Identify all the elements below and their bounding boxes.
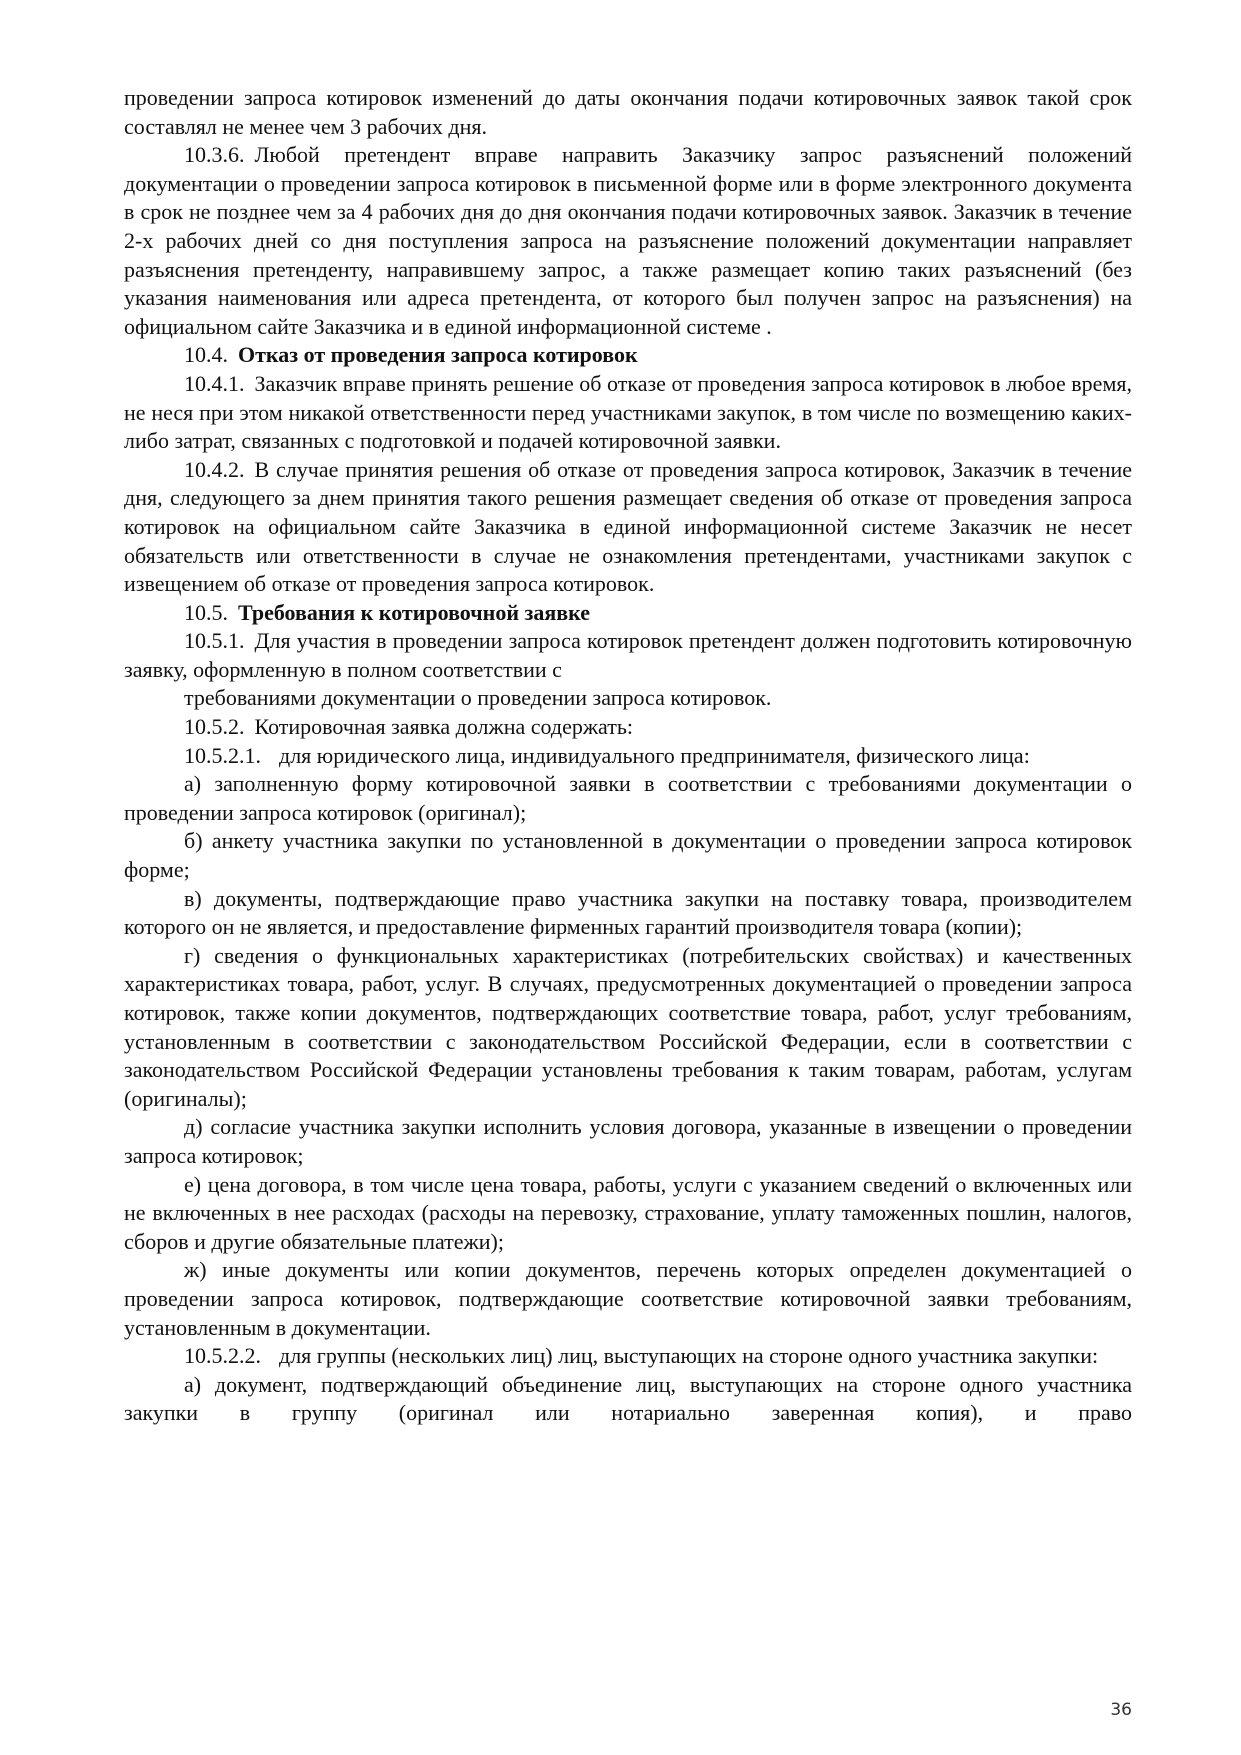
- list-item-text: ж) иные документы или копии документов, перечень которых определен документацией о проведении запроса котировок, подтверждающие соответствие котировочной заявки требованиям, установленным в документации.: [124, 1257, 1132, 1340]
- paragraph-text: требованиями документации о проведении запроса котировок.: [184, 685, 772, 711]
- list-item-text: е) цена договора, в том числе цена товара, работы, услуги с указанием сведений о включенных или не включенных в нее расходах (расходы на перевозку, страхование, уплату таможенных пошлин, налогов, сборов и другие обязательные платежи);: [124, 1171, 1132, 1254]
- paragraph-text: для юридического лица, индивидуального предпринимателя, физического лица:: [279, 742, 1030, 768]
- paragraph-10-5-2: [124, 713, 1132, 742]
- list-item-g: [124, 942, 1132, 1114]
- paragraph-text: проведении запроса котировок изменений до даты окончания подачи котировочных заявок такой срок составлял не менее чем 3 рабочих дня.: [124, 85, 1132, 139]
- clause-number: 10.4.: [184, 342, 228, 368]
- list-item-text: г) сведения о функциональных характеристиках (потребительских свойствах) и качественных характеристиках товара, работ, услуг. В случаях, предусмотренных документацией о проведении запроса котировок, также копии документов, подтверждающих соответствие товара, работ, услуг требованиям, установленным в соответствии с законодательством Российской Федерации, если в соответствии с законодательством Российской Федерации установлены требования к таким товарам, работам, услугам (оригиналы);: [124, 942, 1132, 1111]
- document-body: [124, 84, 1132, 1428]
- section-heading: Отказ от проведения запроса котировок: [238, 342, 638, 368]
- list-item-zh: [124, 1256, 1132, 1342]
- clause-number: 10.4.1.: [184, 370, 245, 396]
- paragraph-continuation: [124, 84, 1132, 141]
- section-heading: Требования к котировочной заявке: [238, 599, 591, 625]
- clause-number: 10.5.2.1.: [184, 742, 261, 768]
- section-heading-10-4: [124, 341, 1132, 370]
- paragraph-10-5-2-2: [124, 1342, 1132, 1371]
- list-item-text: б) анкету участника закупки по установленной в документации о проведении запроса котировок форме;: [124, 828, 1132, 883]
- clause-number: 10.4.2.: [184, 456, 245, 482]
- clause-number: 10.5.2.: [184, 714, 245, 740]
- list-item-text: д) согласие участника закупки исполнить условия договора, указанные в извещении о проведении запроса котировок;: [124, 1114, 1132, 1168]
- page-number: 36: [1110, 1700, 1132, 1720]
- list-item-a-group: [124, 1371, 1132, 1428]
- paragraph-10-4-1: [124, 370, 1132, 456]
- paragraph-text: Для участия в проведении запроса котировок претендент должен подготовить котировочную заявку, оформленную в полном соответствии с: [124, 628, 1132, 682]
- paragraph-text: Любой претендент вправе направить Заказчику запрос разъяснений положений документации о проведении запроса котировок в письменной форме или в форме электронного документа в срок не позднее чем за 4 рабочих дня до дня окончания подачи котировочных заявок. Заказчик в течение 2-х рабочих дней со дня поступления запроса на разъяснение положений документации направляет разъяснения претенденту, направившему запрос, а также размещает копию таких разъяснений (без указания наименования или адреса претендента, от которого был получен запрос на разъяснения) на официальном сайте Заказчика и в единой информационной системе .: [124, 142, 1132, 339]
- list-item-d: [124, 1113, 1132, 1170]
- list-item-text: в) документы, подтверждающие право участника закупки на поставку товара, производителем которого он не является, и предоставление фирменных гарантий производителя товара (копии);: [124, 885, 1132, 940]
- paragraph-10-3-6: [124, 141, 1132, 341]
- list-item-text: а) заполненную форму котировочной заявки в соответствии с требованиями документации о проведении запроса котировок (оригинал);: [124, 771, 1132, 825]
- clause-number: 10.3.6.: [184, 142, 245, 168]
- paragraph-10-4-2: [124, 456, 1132, 599]
- list-item-b: [124, 827, 1132, 884]
- list-item-a: [124, 770, 1132, 827]
- clause-number: 10.5.: [184, 599, 228, 625]
- paragraph-10-5-2-1: [124, 742, 1132, 771]
- list-item-text: а) документ, подтверждающий объединение лиц, выступающих на стороне одного участника закупки в группу (оригинал или нотариально заверенная копия), и право: [124, 1371, 1132, 1426]
- paragraph-10-5-1-continuation: [124, 684, 1132, 713]
- paragraph-text: Заказчик вправе принять решение об отказе от проведения запроса котировок в любое время, не неся при этом никакой ответственности перед участниками закупок, в том числе по возмещению каких-либо затрат, связанных с подготовкой и подачей котировочной заявки.: [124, 370, 1132, 454]
- paragraph-10-5-1: [124, 627, 1132, 684]
- list-item-e: [124, 1171, 1132, 1257]
- section-heading-10-5: [124, 599, 1132, 628]
- paragraph-text: Котировочная заявка должна содержать:: [254, 714, 634, 740]
- clause-number: 10.5.1.: [184, 628, 245, 654]
- paragraph-text: для группы (нескольких лиц) лиц, выступающих на стороне одного участника закупки:: [279, 1343, 1099, 1369]
- clause-number: 10.5.2.2.: [184, 1343, 261, 1369]
- list-item-v: [124, 885, 1132, 942]
- paragraph-text: В случае принятия решения об отказе от проведения запроса котировок, Заказчик в течение дня, следующего за днем принятия такого решения размещает сведения об отказе от проведения запроса котировок на официальном сайте Заказчика в единой информационной системе Заказчик не несет обязательств или ответственности в случае не ознакомления претендентами, участниками закупок с извещением об отказе от проведения запроса котировок.: [124, 456, 1132, 597]
